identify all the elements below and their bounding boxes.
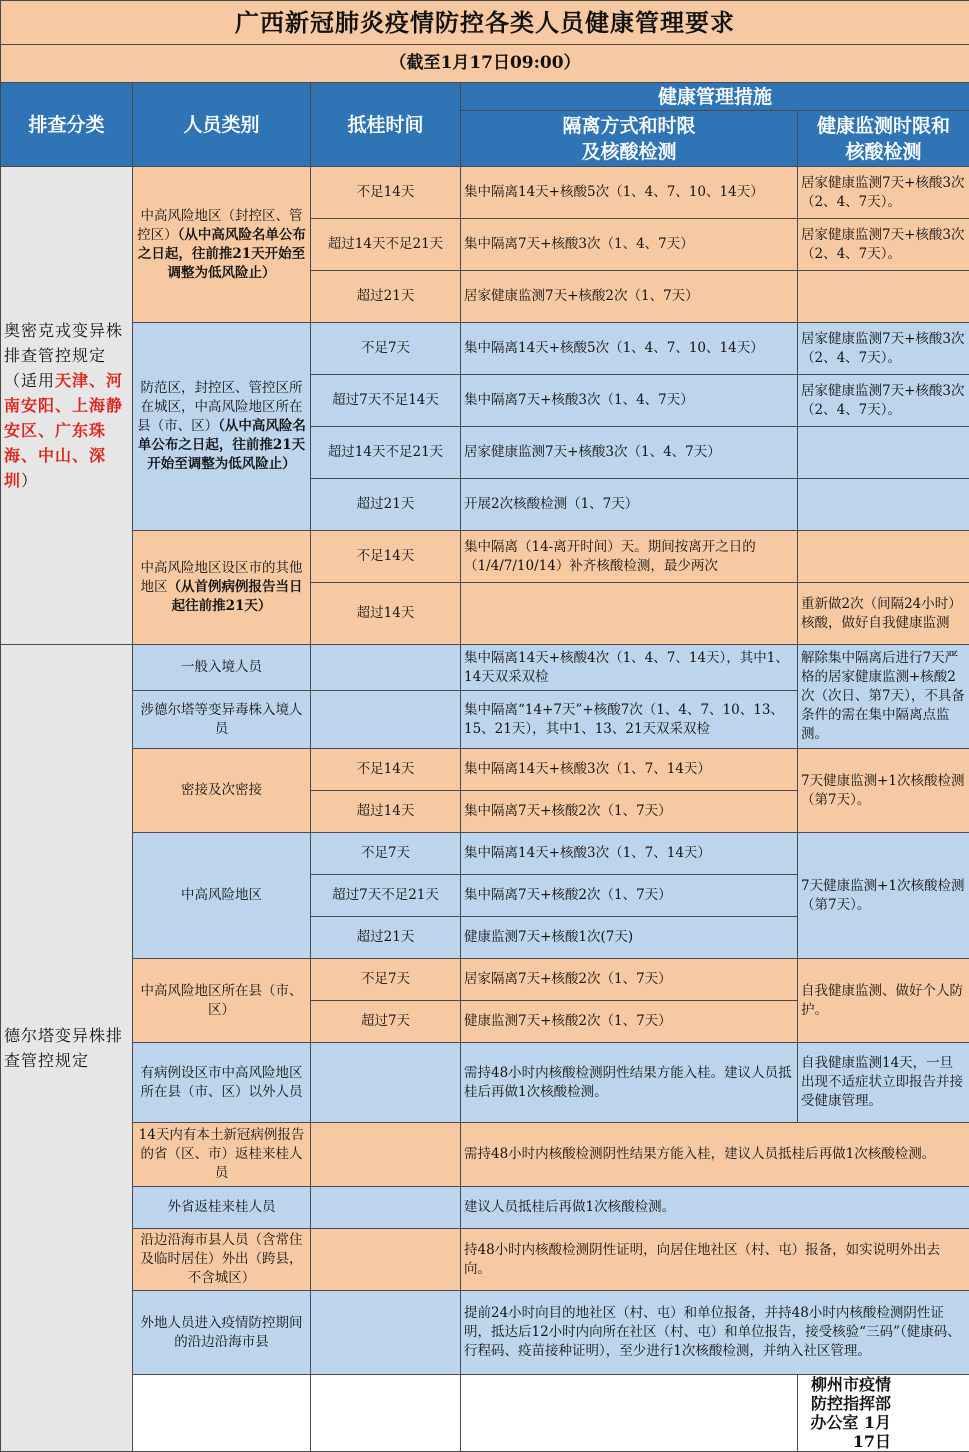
- delta-person-mid-high: 中高风险地区: [133, 833, 311, 959]
- arrival-time-cell: 不足7天: [311, 833, 461, 875]
- isolation-cell: 持48小时内核酸检测阴性证明，向居住地社区（村、屯）报备，如实说明外出去向。: [461, 1229, 969, 1291]
- header-health-measures: 健康管理措施: [461, 83, 969, 111]
- footer-empty-cell: [461, 1375, 798, 1452]
- delta-person-other-1: 14天内有本土新冠病例报告的省（区、市）返桂来桂人员: [133, 1123, 311, 1187]
- isolation-cell: 集中隔离7天+核酸2次（1、7天）: [461, 791, 798, 833]
- monitoring-cell: 解除集中隔离后进行7天严格的居家健康监测+核酸2次（次日、第7天），不具备条件的需在集中隔离点监测。: [798, 645, 969, 749]
- isolation-cell: 集中隔离（14-离开时间）天。期间按离开之日的（1/4/7/10/14）补齐核酸检测，最少两次: [461, 531, 798, 583]
- isolation-cell: 集中隔离14天+核酸3次（1、7、14天）: [461, 749, 798, 791]
- arrival-time-cell: [311, 1291, 461, 1375]
- isolation-cell: 集中隔离“14+7天”+核酸7次（1、4、7、10、13、15、21天），其中1、13、21天双采双检: [461, 691, 798, 749]
- arrival-time-cell: 超过21天: [311, 917, 461, 959]
- delta-person-entry-0: 一般入境人员: [133, 645, 311, 691]
- page-subtitle: （截至1月17日09:00）: [1, 45, 969, 83]
- isolation-cell: 居家健康监测7天+核酸3次（1、4、7天）: [461, 427, 798, 479]
- delta-person-close-contact: 密接及次密接: [133, 749, 311, 833]
- arrival-time-cell: [311, 1043, 461, 1123]
- arrival-time-cell: [311, 691, 461, 749]
- page-title: 广西新冠肺炎疫情防控各类人员健康管理要求: [1, 1, 969, 45]
- monitoring-cell: [798, 479, 969, 531]
- arrival-time-cell: 不足14天: [311, 167, 461, 219]
- monitoring-cell: [798, 271, 969, 323]
- header-category: 排查分类: [1, 83, 133, 167]
- isolation-cell: 居家健康监测7天+核酸2次（1、7天）: [461, 271, 798, 323]
- isolation-cell: 居家隔离7天+核酸2次（1、7天）: [461, 959, 798, 1001]
- isolation-cell: 提前24小时向目的地社区（村、屯）和单位报备，并持48小时内核酸检测阴性证明，抵达后12小时内向所在社区（村、屯）和单位报告，接受核验“三码”（健康码、行程码、疫苗接种证明），至少进行1次核酸检测，并纳入社区管理。: [461, 1291, 969, 1375]
- monitoring-cell: 自我健康监测、做好个人防护。: [798, 959, 969, 1043]
- arrival-time-cell: 超过7天: [311, 1001, 461, 1043]
- delta-person-other-2: 外省返桂来桂人员: [133, 1187, 311, 1229]
- monitoring-cell: 居家健康监测7天+核酸3次（2、4、7天）。: [798, 167, 969, 219]
- arrival-time-cell: 不足7天: [311, 323, 461, 375]
- header-person-type: 人员类别: [133, 83, 311, 167]
- monitoring-cell: [798, 531, 969, 583]
- arrival-time-cell: 不足14天: [311, 749, 461, 791]
- monitoring-cell: 居家健康监测7天+核酸3次（2、4、7天）。: [798, 219, 969, 271]
- arrival-time-cell: [311, 645, 461, 691]
- delta-category: 德尔塔变异株排查管控规定: [1, 645, 133, 1452]
- monitoring-cell: 7天健康监测+1次核酸检测（第7天）。: [798, 833, 969, 959]
- omicron-highlight-regions: 天津、河南安阳、上海静安区、广东珠海、中山、深圳: [4, 371, 123, 490]
- delta-person-other-0: 有病例设区市中高风险地区所在县（市、区）以外人员: [133, 1043, 311, 1123]
- arrival-time-cell: 超过14天: [311, 791, 461, 833]
- omicron-person-g2: 中高风险地区设区市的其他地区（从首例病例报告当日起往前推21天）: [133, 531, 311, 645]
- isolation-cell: 健康监测7天+核酸1次(7天): [461, 917, 798, 959]
- omicron-category: 奥密克戎变异株排查管控规定（适用天津、河南安阳、上海静安区、广东珠海、中山、深圳）: [1, 167, 133, 645]
- isolation-cell: 集中隔离14天+核酸4次（1、4、7、14天），其中1、14天双采双检: [461, 645, 798, 691]
- delta-person-other-3: 沿边沿海市县人员（含常住及临时居住）外出（跨县，不含城区）: [133, 1229, 311, 1291]
- arrival-time-cell: 超过14天不足21天: [311, 219, 461, 271]
- monitoring-cell: 重新做2次（间隔24小时）核酸，做好自我健康监测: [798, 583, 969, 645]
- arrival-time-cell: 超过21天: [311, 479, 461, 531]
- isolation-cell: 建议人员抵桂后再做1次核酸检测。: [461, 1187, 969, 1229]
- isolation-cell: 集中隔离7天+核酸3次（1、4、7天）: [461, 219, 798, 271]
- arrival-time-cell: 不足14天: [311, 531, 461, 583]
- omicron-person-g1: 防范区，封控区、管控区所在城区，中高风险地区所在县（市、区）（从中高风险名单公布之日起，往前推21天开始至调整为低风险止）: [133, 323, 311, 531]
- footer-empty-cell: [133, 1375, 311, 1452]
- arrival-time-cell: 超过7天不足21天: [311, 875, 461, 917]
- delta-person-county: 中高风险地区所在县（市、区）: [133, 959, 311, 1043]
- omicron-person-g0: 中高风险地区（封控区、管控区）（从中高风险名单公布之日起，往前推21天开始至调整为低风险止）: [133, 167, 311, 323]
- monitoring-cell: 自我健康监测14天，一旦出现不适症状立即报告并接受健康管理。: [798, 1043, 969, 1123]
- monitoring-cell: 居家健康监测7天+核酸3次（2、4、7天）。: [798, 323, 969, 375]
- isolation-cell: 集中隔离7天+核酸2次（1、7天）: [461, 875, 798, 917]
- arrival-time-cell: 超过14天: [311, 583, 461, 645]
- delta-person-other-4: 外地人员进入疫情防控期间的沿边沿海市县: [133, 1291, 311, 1375]
- monitoring-cell: 居家健康监测7天+核酸3次（2、4、7天）。: [798, 375, 969, 427]
- isolation-cell: 需持48小时内核酸检测阴性结果方能入桂。建议人员抵桂后再做1次核酸检测。: [461, 1043, 798, 1123]
- monitoring-cell: [798, 427, 969, 479]
- monitoring-cell: 7天健康监测+1次核酸检测（第7天）。: [798, 749, 969, 833]
- arrival-time-cell: 超过21天: [311, 271, 461, 323]
- isolation-cell: 集中隔离14天+核酸5次（1、4、7、10、14天）: [461, 167, 798, 219]
- isolation-cell: 需持48小时内核酸检测阴性结果方能入桂，建议人员抵桂后再做1次核酸检测。: [461, 1123, 969, 1187]
- isolation-cell: 开展2次核酸检测（1、7天）: [461, 479, 798, 531]
- header-isolation: 隔离方式和时限 及核酸检测: [461, 111, 798, 167]
- arrival-time-cell: [311, 1187, 461, 1229]
- header-arrival-time: 抵桂时间: [311, 83, 461, 167]
- header-monitoring: 健康监测时限和 核酸检测: [798, 111, 969, 167]
- arrival-time-cell: 不足7天: [311, 959, 461, 1001]
- isolation-cell: 集中隔离7天+核酸3次（1、4、7天）: [461, 375, 798, 427]
- isolation-cell: 集中隔离14天+核酸5次（1、4、7、10、14天）: [461, 323, 798, 375]
- isolation-cell: 集中隔离14天+核酸3次（1、7、14天）: [461, 833, 798, 875]
- arrival-time-cell: [311, 1229, 461, 1291]
- arrival-time-cell: 超过14天不足21天: [311, 427, 461, 479]
- arrival-time-cell: 超过7天不足14天: [311, 375, 461, 427]
- footer-empty-cell: [311, 1375, 461, 1452]
- footer-issuer: 柳州市疫情防控指挥部办公室 1月17日: [798, 1375, 969, 1452]
- arrival-time-cell: [311, 1123, 461, 1187]
- delta-person-entry-1: 涉德尔塔等变异毒株入境人员: [133, 691, 311, 749]
- isolation-cell: [461, 583, 798, 645]
- isolation-cell: 健康监测7天+核酸2次（1、7天）: [461, 1001, 798, 1043]
